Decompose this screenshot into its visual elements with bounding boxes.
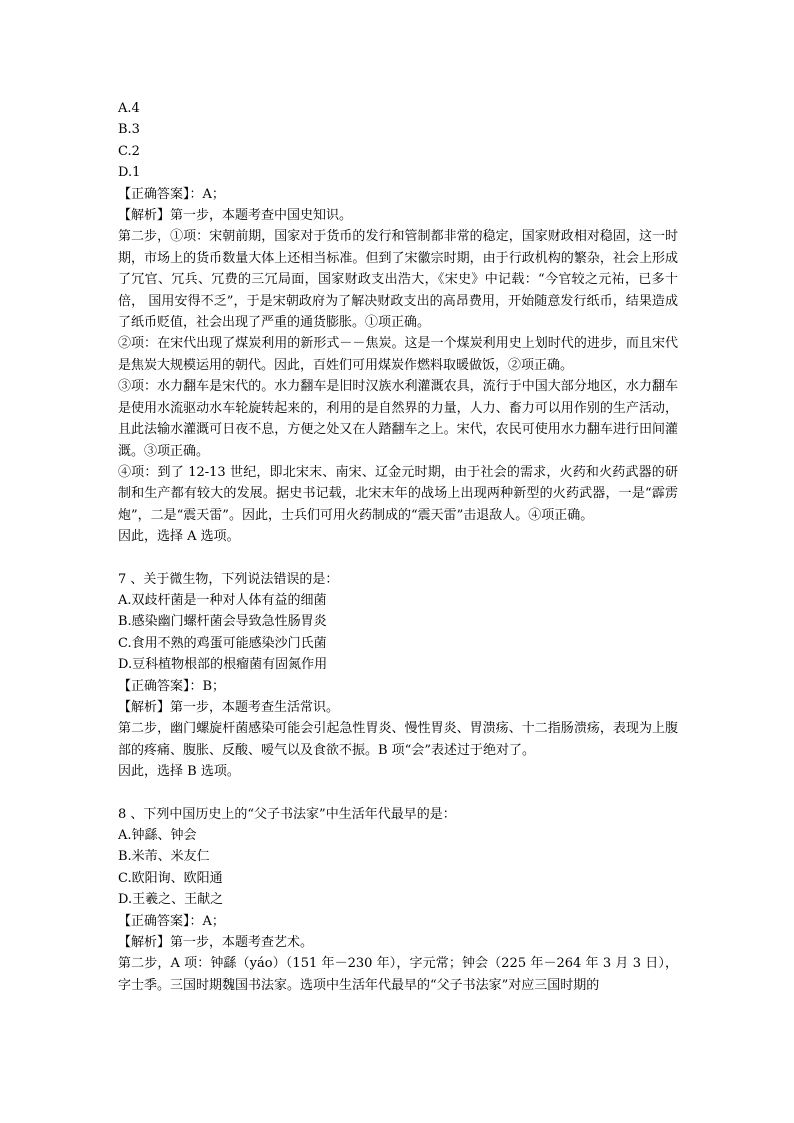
document-page: [118, 98, 678, 996]
q7-analysis-title: 【解析】第一步，本题考查生活常识。: [118, 699, 340, 715]
q7-answer: 【正确答案】：B；: [118, 678, 226, 694]
spacer: [118, 783, 678, 804]
q6-conclusion: 因此，选择 A 选项。: [118, 529, 240, 545]
q7-option-d: D.豆科植物根部的根瘤菌有固氮作用: [118, 657, 328, 673]
q7-question: 7 、关于微生物，下列说法错误的是：: [118, 571, 339, 587]
q8-question: 8 、下列中国历史上的“父子书法家”中生活年代最早的是：: [118, 806, 456, 822]
q7-option-c: C.食用不熟的鸡蛋可能感染沙门氏菌: [118, 635, 327, 651]
q6-option-b: B.3: [118, 122, 140, 138]
q6-answer: 【正确答案】：A；: [118, 186, 225, 202]
q7-option-b: B.感染幽门螺杆菌会导致急性肠胃炎: [118, 614, 327, 630]
q7-conclusion: 因此，选择 B 选项。: [118, 764, 240, 780]
q6-analysis-step4: ④项：到了 12-13 世纪，即北宋末、南宋、辽金元时期，由于社会的需求，火药和火药武器的研制和生产都有较大的发展。据史书记载，北宋末年的战场上出现两种新型的火药武器，一是“霹雳炮”，二是“震天雷”。因此，士兵们可用火药制成的“震天雷”击退敌人。④项正确。: [118, 464, 678, 523]
q8-option-c: C.欧阳询、欧阳通: [118, 870, 223, 886]
q6-option-c: C.2: [118, 143, 140, 159]
q6-analysis-title: 【解析】第一步，本题考查中国史知识。: [118, 208, 353, 224]
q6-option-a: A.4: [118, 101, 140, 116]
q6-analysis-step2: ②项：在宋代出现了煤炭利用的新形式－－焦炭。这是一个煤炭利用史上划时代的进步，而且宋代是焦炭大规模运用的朝代。因此，百姓们可用煤炭作燃料取暖做饭，②项正确。: [118, 336, 678, 373]
q8-analysis-title: 【解析】第一步，本题考查艺术。: [118, 935, 314, 951]
q7-option-a: A.双歧杆菌是一种对人体有益的细菌: [118, 592, 327, 608]
spacer: [118, 548, 678, 569]
q8-option-d: D.王羲之、王献之: [118, 892, 224, 908]
q8-answer: 【正确答案】：A；: [118, 913, 225, 929]
q6-analysis-step1: 第二步，①项：宋朝前期，国家对于货币的发行和管制都非常的稳定，国家财政相对稳固，这一时期，市场上的货币数量大体上还相当标准。但到了宋徽宗时期，由于行政机构的繁杂，社会上形成了冗官、冗兵、冗费的三冗局面，国家财政支出浩大，《宋史》中记载：“今官较之元祐，已多十倍， 国用安得不乏”，于是宋朝政府为了解决财政支出的高昂费用，开始随意发行纸币，结果造成了纸币贬值，社会出现了严重的通货膨胀。①项正确。: [118, 229, 678, 331]
q8-option-b: B.米芾、米友仁: [118, 849, 210, 865]
q8-analysis-step1: 第二步，A 项：钟繇（yáo）（151 年－230 年），字元常；钟会（225 年－264 年 3 月 3 日），字士季。三国时期魏国书法家。选项中生活年代最早的“父子书法家”对应三国时期的: [118, 956, 678, 993]
q7-analysis-step1: 第二步，幽门螺旋杆菌感染可能会引起急性胃炎、慢性胃炎、胃溃疡、十二指肠溃疡，表现为上腹部的疼痛、腹胀、反酸、嗳气以及食欲不振。B 项“会”表述过于绝对了。: [118, 721, 678, 758]
q6-option-d: D.1: [118, 165, 141, 181]
q6-analysis-step3: ③项：水力翻车是宋代的。水力翻车是旧时汉族水利灌溉农具，流行于中国大部分地区，水力翻车是使用水流驱动水车轮旋转起来的，利用的是自然界的力量，人力、畜力可以用作别的生产活动，且此法输水灌溉可日夜不息，方便之处又在人踏翻车之上。宋代，农民可使用水力翻车进行田间灌溉。③项正确。: [118, 379, 678, 459]
q8-option-a: A.钟繇、钟会: [118, 828, 197, 843]
